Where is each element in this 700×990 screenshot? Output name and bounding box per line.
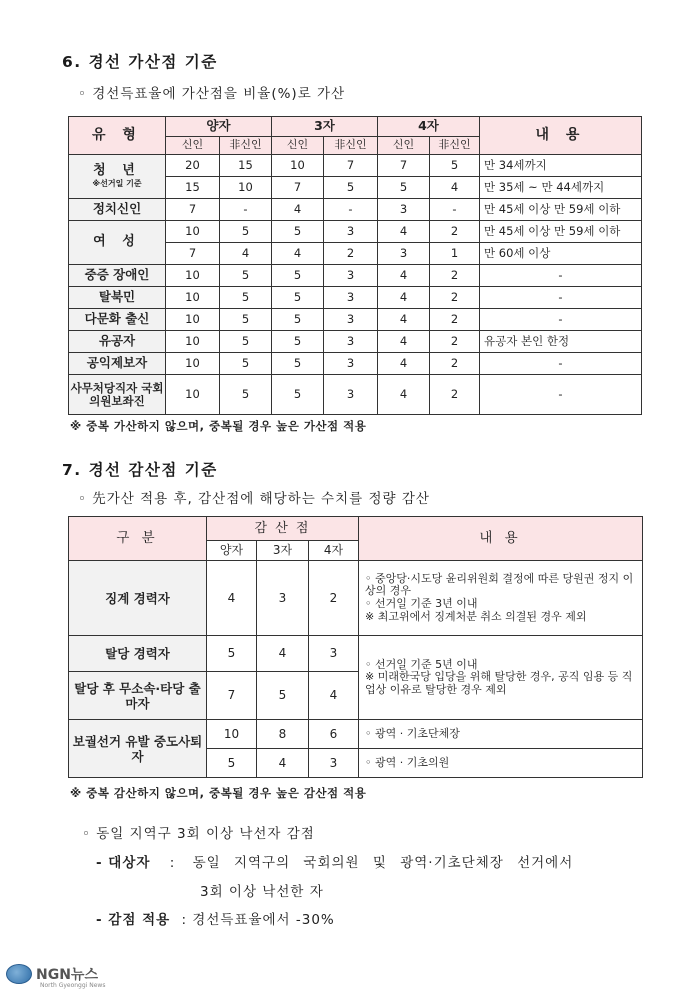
- logo-name: NGN뉴스: [36, 967, 98, 983]
- target-line-2: 3회 이상 낙선한 자: [200, 884, 324, 900]
- cell: 4: [430, 177, 480, 199]
- cell-content: ◦ 광역 · 기초단체장: [359, 720, 643, 749]
- table-row: [69, 561, 643, 636]
- cell: 10: [166, 353, 220, 375]
- cell: 4: [220, 243, 272, 265]
- cell: 7: [324, 155, 378, 177]
- header-type: 유 형: [69, 117, 166, 155]
- header-nonnew: 非신인: [430, 137, 480, 155]
- table-row: [69, 221, 642, 243]
- cell: 10: [166, 309, 220, 331]
- header-new: 신인: [166, 137, 220, 155]
- cell: 5: [220, 221, 272, 243]
- cell-content: -: [480, 265, 642, 287]
- cell-content: ◦ 선거일 기준 5년 이내 ※ 미래한국당 입당을 위해 탈당한 경우, 공직 임용 등 직업상 이유로 탈당한 경우 제외: [359, 636, 643, 720]
- header-nonnew: 非신인: [324, 137, 378, 155]
- cell: -: [324, 199, 378, 221]
- cell: 4: [309, 672, 359, 720]
- cell: 6: [309, 720, 359, 749]
- header-4ja: 4자: [309, 541, 359, 561]
- cell: 3: [309, 749, 359, 778]
- cell: 4: [378, 221, 430, 243]
- cell: 7: [272, 177, 324, 199]
- section6-desc: ◦ 경선득표율에 가산점을 비율(%)로 가산: [78, 86, 346, 102]
- cell: 5: [272, 331, 324, 353]
- cell: 3: [257, 561, 309, 636]
- row-label: 다문화 출신: [69, 309, 166, 331]
- cell: 2: [430, 265, 480, 287]
- cell-content: 유공자 본인 한정: [480, 331, 642, 353]
- cell: 5: [272, 353, 324, 375]
- table-row: [69, 199, 642, 221]
- cell: 5: [220, 265, 272, 287]
- cell: 3: [324, 287, 378, 309]
- header-3ja: 3자: [257, 541, 309, 561]
- cell: 7: [207, 672, 257, 720]
- header-category: 구 분: [69, 517, 207, 561]
- cell: 4: [378, 265, 430, 287]
- header-deduction: 감 산 점: [207, 517, 359, 541]
- cell: 2: [430, 309, 480, 331]
- cell: 5: [220, 353, 272, 375]
- cell: 10: [166, 287, 220, 309]
- row-label: 유공자: [69, 331, 166, 353]
- row-label: 보궐선거 유발 중도사퇴자: [69, 720, 207, 778]
- row-label: 징계 경력자: [69, 561, 207, 636]
- cell-content: 만 35세 ~ 만 44세까지: [480, 177, 642, 199]
- section7-title: 7. 경선 감산점 기준: [62, 461, 218, 479]
- cell-content: 만 45세 이상 만 59세 이하: [480, 199, 642, 221]
- cell-content: 만 45세 이상 만 59세 이하: [480, 221, 642, 243]
- cell-content: 만 60세 이상: [480, 243, 642, 265]
- cell: 7: [378, 155, 430, 177]
- table-row: [69, 331, 642, 353]
- cell: 4: [257, 749, 309, 778]
- header-content: 내 용: [359, 517, 643, 561]
- cell: 5: [220, 331, 272, 353]
- row-label: 탈당 경력자: [69, 636, 207, 672]
- cell: 5: [324, 177, 378, 199]
- cell: 10: [166, 265, 220, 287]
- cell: -: [220, 199, 272, 221]
- cell-content: -: [480, 309, 642, 331]
- cell: 2: [324, 243, 378, 265]
- cell: 4: [272, 199, 324, 221]
- ngn-news-logo: [6, 964, 106, 989]
- cell: 4: [378, 309, 430, 331]
- deduction-points-table: [68, 516, 643, 778]
- cell: 2: [430, 331, 480, 353]
- cell: 4: [378, 331, 430, 353]
- cell: 1: [430, 243, 480, 265]
- cell: 10: [166, 221, 220, 243]
- cell: 3: [324, 265, 378, 287]
- header-nonnew: 非신인: [220, 137, 272, 155]
- cell: 4: [378, 375, 430, 415]
- row-label: 공익제보자: [69, 353, 166, 375]
- cell: 8: [257, 720, 309, 749]
- cell: 5: [220, 309, 272, 331]
- section7-note: ※ 중복 감산하지 않으며, 중복될 경우 높은 감산점 적용: [70, 786, 367, 800]
- row-label-women: 여 성: [69, 221, 166, 265]
- cell: -: [430, 199, 480, 221]
- header-content: 내 용: [480, 117, 642, 155]
- cell: 3: [378, 243, 430, 265]
- repeat-loser-bullet: ◦ 동일 지역구 3회 이상 낙선자 감점: [82, 826, 315, 842]
- cell: 3: [324, 309, 378, 331]
- cell: 15: [166, 177, 220, 199]
- row-label-youth: 청 년 ※선거일 기준: [69, 155, 166, 199]
- cell: 4: [207, 561, 257, 636]
- cell-content: -: [480, 375, 642, 415]
- cell: 5: [220, 375, 272, 415]
- cell: 5: [272, 221, 324, 243]
- target-line: - 대상자 : 동일 지역구의 국회의원 및 광역·기초단체장 선거에서: [96, 855, 574, 871]
- cell: 4: [272, 243, 324, 265]
- cell: 5: [272, 309, 324, 331]
- cell: 5: [207, 636, 257, 672]
- cell-content: 만 34세까지: [480, 155, 642, 177]
- table-row: [69, 309, 642, 331]
- cell: 4: [257, 636, 309, 672]
- cell: 2: [309, 561, 359, 636]
- table-row: [69, 155, 642, 177]
- row-label: 탈당 후 무소속·타당 출마자: [69, 672, 207, 720]
- cell: 3: [378, 199, 430, 221]
- cell: 10: [207, 720, 257, 749]
- cell: 5: [272, 265, 324, 287]
- apply-line: - 감점 적용 : 경선득표율에서 -30%: [96, 912, 335, 928]
- cell: 5: [430, 155, 480, 177]
- cell: 2: [430, 375, 480, 415]
- cell: 3: [324, 331, 378, 353]
- row-label: 정치신인: [69, 199, 166, 221]
- cell: 10: [272, 155, 324, 177]
- cell: 15: [220, 155, 272, 177]
- cell: 7: [166, 199, 220, 221]
- row-label: 탈북민: [69, 287, 166, 309]
- cell: 10: [166, 331, 220, 353]
- cell: 5: [220, 287, 272, 309]
- cell-content: ◦ 광역 · 기초의원: [359, 749, 643, 778]
- table-row: [69, 375, 642, 415]
- cell: 3: [309, 636, 359, 672]
- cell: 5: [272, 287, 324, 309]
- cell: 2: [430, 287, 480, 309]
- cell: 4: [378, 287, 430, 309]
- cell: 2: [430, 221, 480, 243]
- bonus-points-table: [68, 116, 642, 415]
- section6-title: 6. 경선 가산점 기준: [62, 53, 218, 71]
- header-new: 신인: [378, 137, 430, 155]
- cell: 10: [220, 177, 272, 199]
- cell: 5: [378, 177, 430, 199]
- cell: 5: [207, 749, 257, 778]
- header-3ja: 3자: [272, 117, 378, 137]
- cell: 3: [324, 353, 378, 375]
- header-4ja: 4자: [378, 117, 480, 137]
- table-row: [69, 720, 643, 749]
- cell: 10: [166, 375, 220, 415]
- table-row: [69, 287, 642, 309]
- row-label: 사무처당직자 국회의원보좌진: [69, 375, 166, 415]
- cell: 20: [166, 155, 220, 177]
- row-label: 중증 장애인: [69, 265, 166, 287]
- header-new: 신인: [272, 137, 324, 155]
- cell: 3: [324, 375, 378, 415]
- globe-icon: [6, 964, 32, 984]
- cell: 4: [378, 353, 430, 375]
- cell: 5: [257, 672, 309, 720]
- cell: 5: [272, 375, 324, 415]
- header-yangja: 양자: [207, 541, 257, 561]
- cell-content: -: [480, 353, 642, 375]
- table-row: [69, 636, 643, 672]
- table-row: [69, 353, 642, 375]
- header-yangja: 양자: [166, 117, 272, 137]
- cell-content: ◦ 중앙당·시도당 윤리위원회 결정에 따른 당원권 정지 이상의 경우 ◦ 선거일 기준 3년 이내 ※ 최고위에서 징계처분 취소 의결된 경우 제외: [359, 561, 643, 636]
- cell: 2: [430, 353, 480, 375]
- logo-sub: North Gyeonggi News: [40, 982, 106, 989]
- table-row: [69, 265, 642, 287]
- cell-content: -: [480, 287, 642, 309]
- section6-note: ※ 중복 가산하지 않으며, 중복될 경우 높은 가산점 적용: [70, 419, 367, 433]
- section7-desc: ◦ 先가산 적용 후, 감산점에 해당하는 수치를 정량 감산: [78, 491, 430, 507]
- cell: 7: [166, 243, 220, 265]
- cell: 3: [324, 221, 378, 243]
